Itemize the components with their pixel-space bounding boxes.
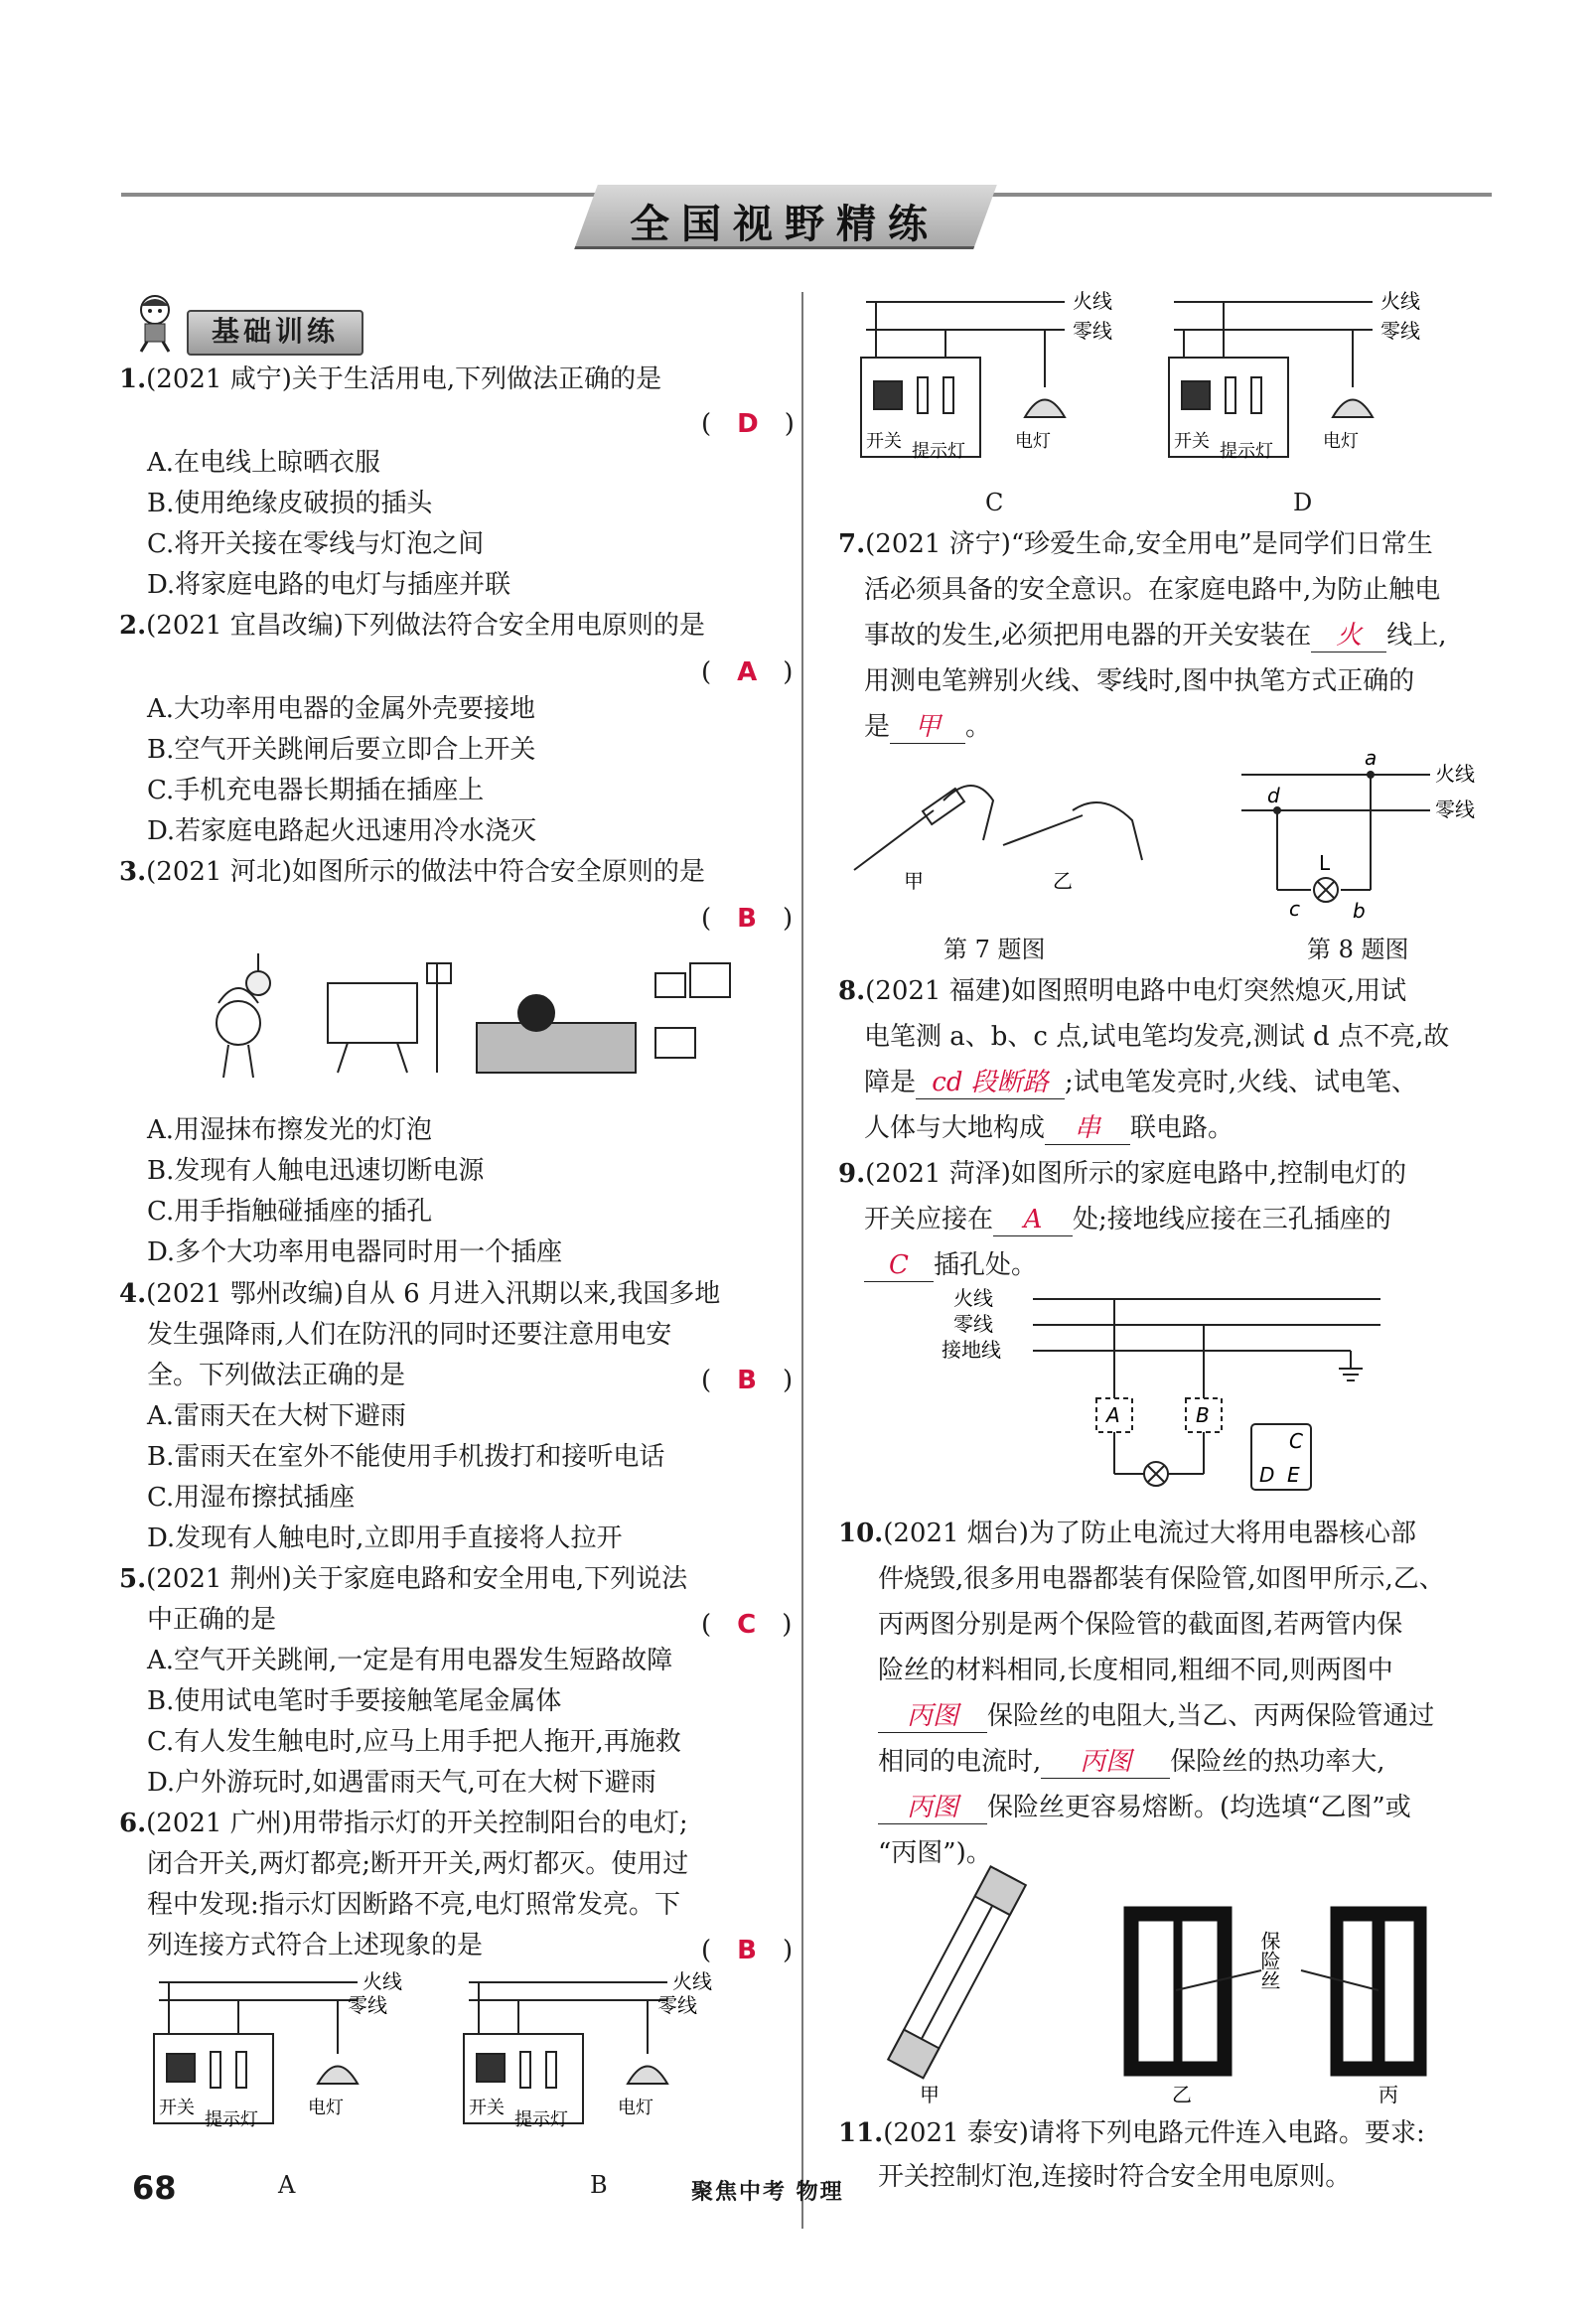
q2-stem: 2.(2021 宜昌改编)下列做法符合安全用电原则的是 — [119, 611, 705, 641]
q6a-switch-label: 开关 — [159, 2098, 195, 2118]
q10-figure — [894, 1871, 1450, 2109]
q10-line-8: “丙图”)。 — [878, 1838, 992, 1868]
q7-line-3: 事故的发生,必须把用电器的开关安装在 火 线上, — [864, 621, 1447, 651]
q6-stem-3: 程中发现:指示灯因断路不亮,电灯照常发亮。下 — [147, 1890, 681, 1920]
q6d-indicator-label: 提示灯 — [1220, 441, 1273, 462]
q5-option-a: A.空气开关跳闸,一定是有用电器发生短路故障 — [147, 1646, 673, 1675]
q6a-indicator-label: 提示灯 — [205, 2109, 258, 2130]
q4-stem-3: 全。下列做法正确的是 — [147, 1361, 406, 1390]
banner-title: 全国视野精练 — [630, 201, 940, 247]
q4-option-c: C.用湿布擦拭插座 — [147, 1483, 356, 1513]
q2-option-d: D.若家庭电路起火迅速用冷水浇灭 — [147, 816, 537, 846]
q3-illustrations — [179, 953, 755, 1083]
q6b-indicator-label: 提示灯 — [514, 2109, 568, 2130]
q5-option-b: B.使用试电笔时手要接触笔尾金属体 — [147, 1686, 562, 1716]
section-tag: 基础训练 — [187, 310, 363, 356]
q5-answer: ( C ) — [701, 1610, 793, 1640]
q1-option-b: B.使用绝缘皮破损的插头 — [147, 489, 433, 518]
q8-line-3: 障是 cd 段断路 ;试电笔发亮时,火线、试电笔、 — [864, 1068, 1418, 1097]
q9-socket-e: E — [1287, 1463, 1300, 1487]
q2-answer: ( A ) — [701, 657, 794, 687]
q10-blank-3: 丙图 — [878, 1792, 987, 1824]
q10-line-7: 丙图 保险丝更容易熔断。(均选填“乙图”或 — [878, 1792, 1411, 1824]
q6d-switch-label: 开关 — [1174, 431, 1210, 452]
q1-option-a: A.在电线上晾晒衣服 — [147, 448, 381, 478]
q6-circuit-b — [459, 1969, 757, 2133]
q4-stem-1: 4.(2021 鄂州改编)自从 6 月进入汛期以来,我国多地 — [119, 1279, 721, 1309]
q9-box-a: A — [1106, 1403, 1120, 1427]
q8-neutral-label: 零线 — [1435, 798, 1475, 821]
q6-stem-1: 6.(2021 广州)用带指示灯的开关控制阳台的电灯; — [119, 1809, 688, 1838]
q9-socket-c: C — [1289, 1429, 1303, 1453]
q7-blank-2: 甲 — [890, 711, 965, 744]
q10-label-yi: 乙 — [1172, 2083, 1192, 2106]
q2-option-a: A.大功率用电器的金属外壳要接地 — [147, 694, 536, 724]
q7-caption: 第 7 题图 — [943, 936, 1046, 963]
q6a-lamp-label: 电灯 — [308, 2098, 344, 2118]
q7-line-5: 是 甲 。 — [864, 712, 992, 742]
q10-line-1: 10.(2021 烟台)为了防止电流过大将用电器核心部 — [838, 1519, 1416, 1548]
q6c-lamp-label: 电灯 — [1015, 431, 1051, 452]
q6-choice-d: D — [1293, 489, 1313, 516]
q8-point-b: b — [1353, 899, 1366, 923]
q5-stem-2: 中正确的是 — [147, 1605, 277, 1635]
q3-option-a: A.用湿抹布擦发光的灯泡 — [147, 1115, 433, 1145]
q10-fuse-label: 保险丝 — [1257, 1931, 1281, 1990]
q4-option-b: B.雷雨天在室外不能使用手机拨打和接听电话 — [147, 1442, 665, 1472]
q6c-indicator-label: 提示灯 — [912, 441, 965, 462]
q5-option-d: D.户外游玩时,如遇雷雨天气,可在大树下避雨 — [147, 1768, 656, 1798]
q10-blank-2: 丙图 — [1041, 1746, 1170, 1779]
q6d-live-label: 火线 — [1380, 289, 1420, 313]
q9-box-b: B — [1196, 1403, 1210, 1427]
q4-option-d: D.发现有人触电时,立即用手直接将人拉开 — [147, 1523, 623, 1553]
q10-line-3: 丙两图分别是两个保险管的截面图,若两管内保 — [878, 1610, 1403, 1640]
q6b-lamp-label: 电灯 — [618, 2098, 653, 2118]
q6-choice-b: B — [590, 2171, 608, 2199]
q8-line-2: 电笔测 a、b、c 点,试电笔均发亮,测试 d 点不亮,故 — [864, 1022, 1450, 1052]
q8-point-c: c — [1289, 897, 1300, 921]
q9-socket-d: D — [1259, 1463, 1275, 1487]
page-number: 68 — [132, 2169, 177, 2207]
q2-option-c: C.手机充电器长期插在插座上 — [147, 776, 485, 805]
q9-live-label: 火线 — [953, 1286, 993, 1310]
q4-option-a: A.雷雨天在大树下避雨 — [147, 1401, 407, 1431]
q9-line-1: 9.(2021 菏泽)如图所示的家庭电路中,控制电灯的 — [838, 1159, 1407, 1189]
q3-stem: 3.(2021 河北)如图所示的做法中符合安全原则的是 — [119, 857, 705, 887]
q3-option-d: D.多个大功率用电器同时用一个插座 — [147, 1237, 563, 1267]
q10-label-bing: 丙 — [1378, 2083, 1398, 2106]
q4-answer: ( B ) — [701, 1366, 794, 1395]
q8-blank-2: 串 — [1045, 1112, 1130, 1145]
q8-caption: 第 8 题图 — [1307, 936, 1409, 963]
q9-blank-2: C — [864, 1249, 934, 1282]
q5-stem-1: 5.(2021 荆州)关于家庭电路和安全用电,下列说法 — [119, 1564, 688, 1594]
q7-line-4: 用测电笔辨别火线、零线时,图中执笔方式正确的 — [864, 666, 1415, 696]
q11-line-2: 开关控制灯泡,连接时符合安全用电原则。 — [878, 2162, 1352, 2192]
q6b-live-label: 火线 — [672, 1969, 712, 1993]
q6-choice-c: C — [985, 489, 1004, 516]
q10-label-jia: 甲 — [920, 2083, 940, 2106]
q6c-switch-label: 开关 — [866, 431, 902, 452]
q3-option-c: C.用手指触碰插座的插孔 — [147, 1197, 433, 1227]
q5-option-c: C.有人发生触电时,应马上用手把人拖开,再施救 — [147, 1727, 681, 1757]
q8-point-d: d — [1267, 784, 1280, 807]
q9-figure — [942, 1285, 1390, 1504]
q10-line-5: 丙图 保险丝的电阻大,当乙、丙两保险管通过 — [878, 1700, 1434, 1733]
q8-lamp-L: L — [1319, 851, 1331, 875]
q6-answer: ( B ) — [701, 1936, 794, 1965]
q9-line-2: 开关应接在 A 处;接地线应接在三孔插座的 — [864, 1205, 1391, 1234]
mascot-icon — [127, 292, 187, 354]
q6c-live-label: 火线 — [1073, 289, 1112, 313]
q2-option-b: B.空气开关跳闸后要立即合上开关 — [147, 735, 536, 765]
q7-figure — [844, 761, 1172, 893]
q7-line-1: 7.(2021 济宁)“珍爱生命,安全用电”是同学们日常生 — [838, 529, 1433, 559]
q6-choice-a: A — [278, 2171, 296, 2199]
q8-point-a: a — [1365, 746, 1378, 770]
q3-option-b: B.发现有人触电迅速切断电源 — [147, 1156, 485, 1186]
q9-ground-label: 接地线 — [942, 1338, 1001, 1362]
q6d-neutral-label: 零线 — [1380, 319, 1420, 343]
q6c-neutral-label: 零线 — [1073, 319, 1112, 343]
q8-blank-1: cd 段断路 — [916, 1067, 1065, 1099]
book-title: 聚焦中考 物理 — [691, 2180, 844, 2205]
q7-blank-1: 火 — [1311, 620, 1386, 652]
q6-circuit-d — [1164, 288, 1462, 477]
q1-stem: 1.(2021 咸宁)关于生活用电,下列做法正确的是 — [119, 364, 662, 394]
column-divider — [801, 292, 803, 2229]
q7-label-jia: 甲 — [904, 869, 924, 893]
q9-line-3: C 插孔处。 — [864, 1249, 1037, 1282]
q8-line-4: 人体与大地构成 串 联电路。 — [864, 1113, 1234, 1143]
q6a-live-label: 火线 — [363, 1969, 402, 1993]
q6b-switch-label: 开关 — [469, 2098, 505, 2118]
q1-option-c: C.将开关接在零线与灯泡之间 — [147, 529, 485, 559]
q10-blank-1: 丙图 — [878, 1700, 987, 1733]
q1-option-d: D.将家庭电路的电灯与插座并联 — [147, 570, 511, 600]
q6-stem-4: 列连接方式符合上述现象的是 — [147, 1931, 484, 1960]
q7-label-yi: 乙 — [1053, 869, 1073, 893]
q6b-neutral-label: 零线 — [657, 1993, 697, 2017]
q8-line-1: 8.(2021 福建)如图照明电路中电灯突然熄灭,用试 — [838, 976, 1407, 1006]
q10-line-4: 险丝的材料相同,长度相同,粗细不同,则两图中 — [878, 1656, 1393, 1685]
q10-line-2: 件烧毁,很多用电器都装有保险管,如图甲所示,乙、 — [878, 1564, 1445, 1594]
q6d-lamp-label: 电灯 — [1323, 431, 1359, 452]
q1-answer: ( D ) — [701, 409, 795, 439]
q9-blank-1: A — [993, 1204, 1073, 1236]
q6-circuit-a — [149, 1969, 447, 2133]
q6a-neutral-label: 零线 — [348, 1993, 387, 2017]
q7-line-2: 活必须具备的安全意识。在家庭电路中,为防止触电 — [864, 575, 1441, 605]
q4-stem-2: 发生强降雨,人们在防汛的同时还要注意用电安 — [147, 1320, 672, 1350]
q3-answer: ( B ) — [701, 904, 794, 934]
q8-figure — [1232, 747, 1490, 926]
q9-neutral-label: 零线 — [953, 1312, 993, 1336]
q6-circuit-c — [856, 288, 1154, 477]
q6-stem-2: 闭合开关,两灯都亮;断开开关,两灯都灭。使用过 — [147, 1849, 689, 1879]
q10-line-6: 相同的电流时, 丙图 保险丝的热功率大, — [878, 1747, 1385, 1777]
q11-line-1: 11.(2021 泰安)请将下列电路元件连入电路。要求: — [838, 2118, 1425, 2148]
q8-live-label: 火线 — [1435, 762, 1475, 786]
